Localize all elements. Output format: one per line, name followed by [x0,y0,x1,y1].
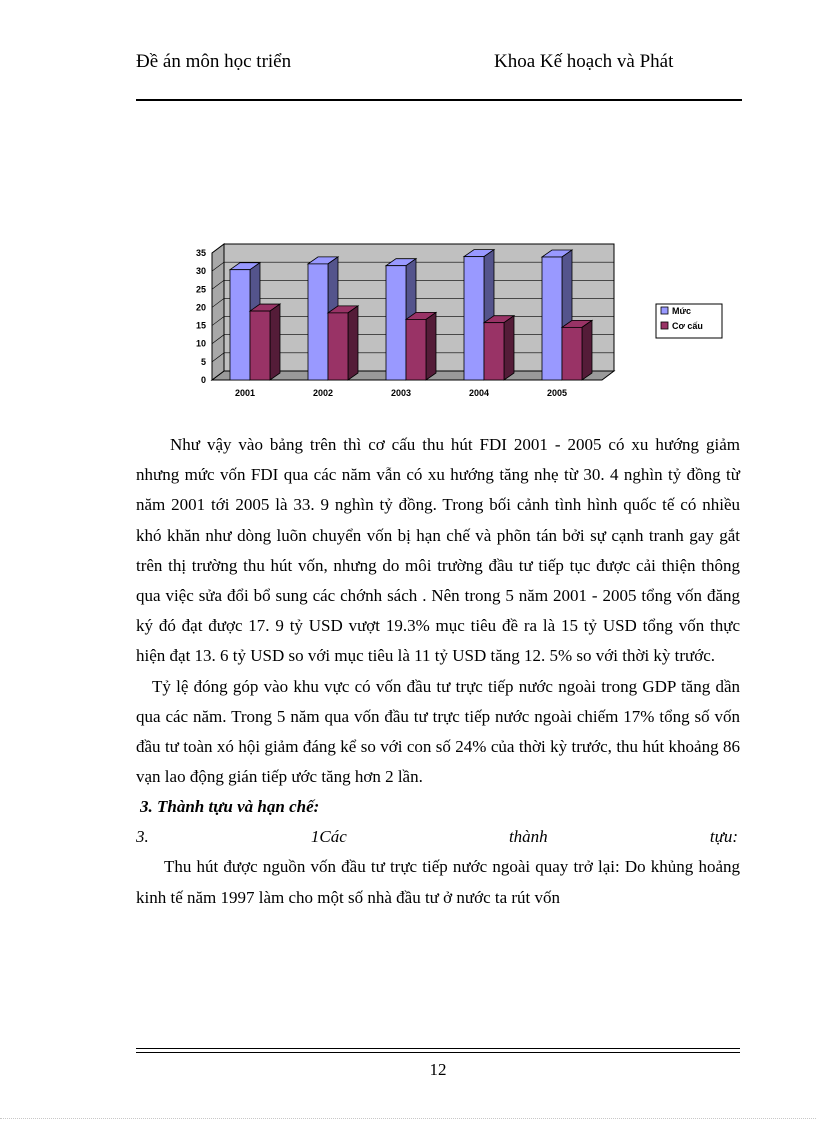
bar-side-Cơ-cấu [348,306,358,380]
section-heading: 3. Thành tựu và hạn chế: [140,797,320,817]
y-tick-label: 30 [195,266,206,277]
bar-Mức-2005 [542,257,562,380]
page-header [136,50,742,100]
paragraph-gdp-contribution: Tỷ lệ đóng góp vào khu vực có vốn đầu tư trực tiếp nước ngoài trong GDP tăng dần qua các năm. Trong 5 năm qua vốn đầu tư trực tiếp nước ngoài chiếm 17% tổng số vốn đầu tư toàn xó hội giảm đáng kể so với con số 24% của thời kỳ trước, thu hút khoảng 86 vạn lao động gián tiếp ước tăng hơn 2 lần. [136,676,740,787]
page-edge-dots [0,1118,816,1119]
x-tick-label: 2002 [312,388,334,398]
chart-side-wall [212,244,224,380]
y-tick-label: 0 [200,375,206,385]
sub-heading-word-3: tựu: [709,827,738,847]
bar-Mức-2001 [230,270,250,380]
sub-heading [136,822,740,852]
bar-Mức-2003 [386,266,406,380]
page-number: 12 [429,1060,447,1079]
body-text [136,430,740,913]
legend-label: Cơ cấu [672,321,703,331]
y-tick-label: 35 [195,248,206,258]
legend-swatch [661,307,668,314]
paragraph-achievements: Thu hút được nguồn vốn đầu tư trực tiếp nước ngoài quay trở lại: Do khủng hoảng kinh tế năm 1997 làm cho một số nhà đầu tư ở nước ta rút vốn [136,857,740,907]
y-tick-label: 15 [195,320,206,331]
header-rule [136,99,742,101]
bar-Mức-2004 [464,257,484,380]
y-tick-label: 20 [195,302,206,313]
footer-rule-bottom [136,1052,740,1053]
bar-Mức-2002 [308,264,328,380]
bar-Cơ-cấu-2005 [562,327,582,380]
y-tick-label: 5 [200,356,206,367]
paragraph-fdi-structure: Như vậy vào bảng trên thì cơ cấu thu hút FDI 2001 - 2005 có xu hướng giảm nhưng mức vốn FDI qua các năm vẫn có xu hướng tăng nhẹ từ 30. 4 nghìn tỷ đồng từ năm 2001 tới 2005 là 33. 9 nghìn tỷ đồng. Trong bối cảnh tình hình quốc tế có nhiều khó khăn như dòng luõn chuyển vốn bị hạn chế và phõn tán bởi sự cạnh tranh gay gắt trên thị trường thu hút vốn, nhưng do môi trường đầu tư tiếp tục được cải thiện thông qua việc sửa đổi bổ sung các chớnh sách . Nên trong 5 năm 2001 - 2005 tổng vốn đăng ký đó đạt được 17. 9 tỷ USD vượt 19.3% mục tiêu đề ra là 15 tỷ USD tổng vốn thực hiện đạt 13. 6 tỷ USD so với mục tiêu là 11 tỷ USD tăng 12. 5% so với thời kỳ trước. [136,435,740,666]
y-tick-label: 10 [195,338,206,349]
bar-Cơ-cấu-2003 [406,319,426,380]
chart-svg [176,240,736,410]
header-faculty-title: Khoa Kế hoạch và Phát [494,51,674,72]
bar-side-Cơ-cấu [426,312,436,380]
bar-side-Cơ-cấu [504,316,514,380]
x-tick-label: 2001 [234,388,256,398]
bar-Cơ-cấu-2001 [250,311,270,380]
legend-swatch [661,322,668,329]
sub-heading-word-2: thành [508,827,548,847]
bar-Cơ-cấu-2004 [484,323,504,380]
footer-rule-top [136,1048,740,1049]
bar-side-Cơ-cấu [270,304,280,380]
x-tick-label: 2004 [468,388,490,398]
header-course-title: Đề án môn học triển [136,51,292,72]
x-tick-label: 2003 [390,388,412,398]
bar-Cơ-cấu-2002 [328,313,348,380]
legend-label: Mức [672,306,692,316]
bar-side-Cơ-cấu [582,320,592,380]
x-tick-label: 2005 [546,388,568,398]
fdi-bar-chart [176,240,736,410]
sub-heading-word-1: 1Các [310,827,347,847]
y-tick-label: 25 [195,284,206,295]
sub-heading-number: 3. [136,827,149,847]
